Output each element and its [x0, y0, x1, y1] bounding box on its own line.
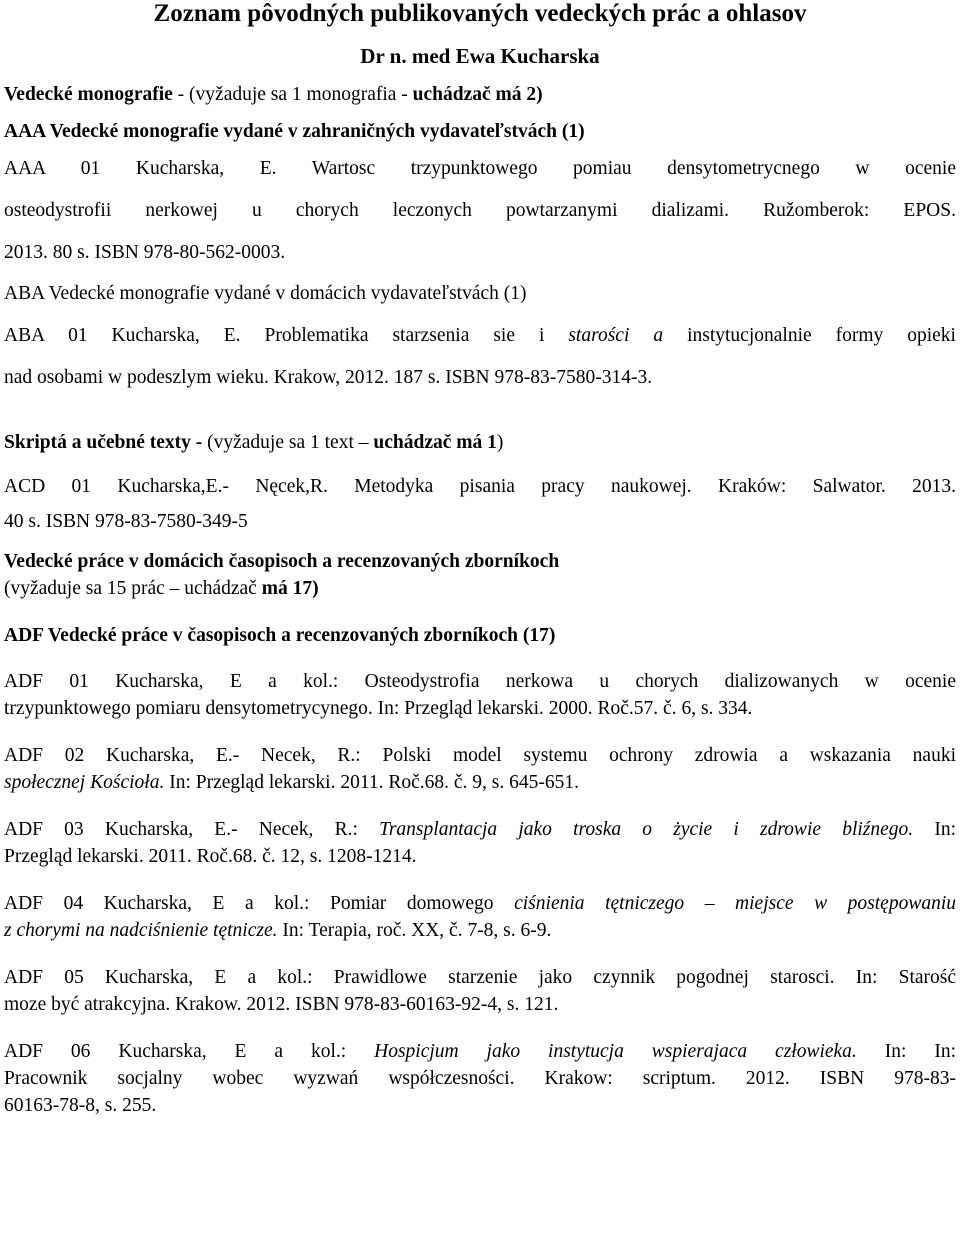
- monographs-heading-bold2: uchádzač má 2): [412, 84, 543, 105]
- adf06-line1: [4, 1041, 956, 1063]
- adf02-line1: ADF 02 Kucharska, E.- Necek, R.: Polski model systemu ochrony zdrowia a wskazania nauki: [4, 745, 956, 766]
- skripta-heading-bold: Skriptá a učebné texty -: [4, 432, 208, 453]
- adf02-line2-italic: społecznej Kościoła.: [4, 772, 165, 793]
- acd01-line1: ACD 01 Kucharska,E.- Nęcek,R. Metodyka pisania pracy naukowej. Kraków: Salwator. 2013.: [4, 476, 956, 497]
- aaa01-line2: osteodystrofii nerkowej u chorych leczonych powtarzanymi dializami. Ružomberok: EPOS.: [4, 200, 956, 221]
- adf03-line1-b: In:: [913, 819, 956, 840]
- adf03-line1-italic: Transplantacja jako troska o życie i zdrowie bliźnego.: [379, 819, 914, 840]
- adf02-line2-rest: In: Przegląd lekarski. 2011. Roč.68. č. 9, s. 645-651.: [164, 772, 579, 793]
- domestic-heading-line1: Vedecké práce v domácich časopisoch a recenzovaných zborníkoch: [4, 551, 560, 572]
- adf02-line2: [4, 772, 956, 794]
- aba01-line2: nad osobami w podeszlym wieku. Krakow, 2012. 187 s. ISBN 978-83-7580-314-3.: [4, 367, 653, 388]
- adf05-line1: ADF 05 Kucharska, E a kol.: Prawidlowe starzenie jako czynnik pogodnej starosci. In: Starość: [4, 967, 956, 988]
- adf01-line1: ADF 01 Kucharska, E a kol.: Osteodystrofia nerkowa u chorych dializowanych w ocenie: [4, 671, 956, 692]
- acd01-line2: 40 s. ISBN 978-83-7580-349-5: [4, 511, 248, 532]
- domestic-heading-line2: [4, 578, 956, 600]
- monographs-heading-bold: Vedecké monografie: [4, 84, 173, 105]
- adf04-line2-italic: z chorymi na nadciśnienie tętnicze.: [4, 920, 278, 941]
- adf04-line1: [4, 893, 956, 915]
- domestic-heading-line2-b: má 17): [261, 578, 319, 599]
- page-title: Zoznam pôvodných publikovaných vedeckých prác a ohlasov: [153, 0, 807, 27]
- aba01-line1-italic: starości a: [568, 325, 664, 346]
- domestic-heading-line2-a: (vyžaduje sa 15 prác – uchádzač: [4, 578, 262, 599]
- adf04-line2-rest: In: Terapia, roč. XX, č. 7-8, s. 6-9.: [277, 920, 552, 941]
- adf03-line2: Przegląd lekarski. 2011. Roč.68. č. 12, s. 1208-1214.: [4, 846, 417, 867]
- author-name: Dr n. med Ewa Kucharska: [360, 44, 600, 68]
- adf06-line1-italic: Hospicjum jako instytucja wspierajaca człowieka.: [374, 1041, 857, 1062]
- skripta-heading: [4, 432, 956, 454]
- adf04-line1-a: ADF 04 Kucharska, E a kol.: Pomiar domowego: [4, 893, 515, 914]
- adf06-line1-b: In: In:: [856, 1041, 956, 1062]
- aaa01-line1: AAA 01 Kucharska, E. Wartosc trzypunktowego pomiau densytometrycnego w ocenie: [4, 158, 956, 179]
- adf05-line2: moze być atrakcyjna. Krakow. 2012. ISBN 978-83-60163-92-4, s. 121.: [4, 994, 559, 1015]
- skripta-heading-close: ): [496, 432, 504, 453]
- skripta-heading-dash: –: [358, 432, 374, 453]
- aba01-line1-a: ABA 01 Kucharska, E. Problematika starzsenia sie i: [4, 325, 569, 346]
- adf06-line3: 60163-78-8, s. 255.: [4, 1095, 157, 1116]
- adf04-line2: [4, 920, 956, 942]
- adf01-line2: trzypunktowego pomiaru densytometrycynego. In: Przegląd lekarski. 2000. Roč.57. č. 6, s. 334.: [4, 698, 753, 719]
- aba01-line1-b: instytucjonalnie formy opieki: [663, 325, 956, 346]
- aba01-line1: [4, 325, 956, 347]
- aaa01-line3: 2013. 80 s. ISBN 978-80-562-0003.: [4, 242, 286, 263]
- adf06-line1-a: ADF 06 Kucharska, E a kol.:: [4, 1041, 375, 1062]
- aaa-heading: AAA Vedecké monografie vydané v zahraničných vydavateľstvách (1): [4, 121, 585, 142]
- monographs-heading-normal: - (vyžaduje sa 1 monografia -: [172, 84, 413, 105]
- aba-heading: ABA Vedecké monografie vydané v domácich vydavateľstvách (1): [4, 283, 527, 304]
- skripta-heading-normal: (vyžaduje sa 1 text: [207, 432, 359, 453]
- monographs-heading: [4, 84, 956, 106]
- adf06-line2: Pracownik socjalny wobec wyzwań współczesności. Krakow: scriptum. 2012. ISBN 978-83-: [4, 1068, 956, 1089]
- adf04-line1-italic: ciśnienia tętniczego – miejsce w postępowaniu: [514, 893, 956, 914]
- adf03-line1: [4, 819, 956, 841]
- skripta-heading-bold2: uchádzač má 1: [373, 432, 497, 453]
- adf-heading: ADF Vedecké práce v časopisoch a recenzovaných zborníkoch (17): [4, 625, 556, 646]
- adf03-line1-a: ADF 03 Kucharska, E.- Necek, R.:: [4, 819, 380, 840]
